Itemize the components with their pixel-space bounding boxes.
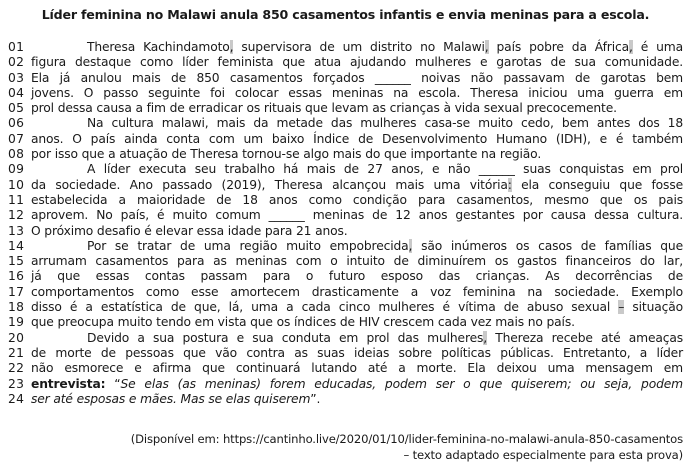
- line-number: 17: [8, 284, 25, 299]
- text-run: A líder executa seu trabalho há mais de 27 anos, e não ______ suas conquistas em prol: [87, 162, 683, 177]
- text-line: [8, 377, 683, 392]
- text-run: ”.: [310, 391, 321, 406]
- text-run: entrevista:: [31, 376, 106, 391]
- line-text: [31, 116, 683, 131]
- text-line: [8, 162, 683, 177]
- text-run: que preocupa muito tendo em vista que os índices de HIV crescem cada vez mais no país.: [31, 315, 575, 330]
- line-text: [31, 392, 683, 407]
- line-text: [31, 269, 683, 284]
- highlighted-punctuation: ,: [628, 40, 633, 54]
- text-run: Ela já anulou mais de 850 casamentos forçados ______ noivas não passavam de garotas bem: [31, 70, 683, 85]
- text-run: O próximo desafio é elevar essa idade para 21 anos.: [31, 223, 348, 238]
- line-text: [31, 40, 683, 55]
- text-line: [8, 55, 683, 70]
- highlighted-punctuation: ,: [484, 40, 489, 54]
- text-run: situação: [624, 300, 683, 315]
- text-line: [8, 224, 683, 239]
- line-number: 01: [8, 40, 25, 54]
- text-lines: [0, 40, 691, 407]
- line-number: 19: [8, 315, 25, 330]
- text-line: [8, 86, 683, 101]
- line-text: [31, 377, 683, 392]
- line-text: [31, 285, 683, 300]
- line-text: [31, 193, 683, 208]
- line-text: [31, 71, 683, 86]
- highlighted-punctuation: ,: [229, 40, 234, 54]
- text-run: é uma: [632, 40, 683, 54]
- line-text: [31, 254, 683, 269]
- text-line: [8, 147, 683, 162]
- line-number: 24: [8, 391, 25, 406]
- line-number: 09: [8, 162, 25, 177]
- text-run: Se elas (as meninas) forem educadas, podem ser o que quiserem; ou seja, podem: [120, 376, 683, 391]
- text-run: ser até esposas e mães. Mas se elas quiserem: [31, 391, 311, 406]
- line-number: 04: [8, 85, 25, 100]
- text-line: [8, 269, 683, 284]
- text-line: [8, 193, 683, 208]
- text-line: [8, 346, 683, 361]
- text-line: [8, 239, 683, 254]
- highlighted-punctuation: ,: [408, 238, 413, 253]
- line-text: [31, 147, 683, 162]
- line-number: 12: [8, 208, 25, 223]
- text-line: [8, 315, 683, 330]
- text-line: [8, 285, 683, 300]
- line-number: 15: [8, 254, 25, 269]
- text-run: Na cultura malawi, mais da metade das mulheres casa-se muito cedo, bem antes dos 18: [87, 116, 683, 131]
- source-reference: [0, 432, 691, 463]
- line-number: 23: [8, 376, 25, 391]
- text-run: Thereza recebe até ameaças: [487, 330, 683, 345]
- line-number: 07: [8, 131, 25, 146]
- text-run: comportamentos como esse amortecem drasticamente a voz feminina na sociedade. Exemplo: [31, 284, 683, 299]
- text-run: já que essas contas passam para o futuro esposo das crianças. As decorrências de: [31, 269, 683, 284]
- text-line: [8, 392, 683, 407]
- highlighted-punctuation: :: [507, 177, 512, 192]
- line-number: 03: [8, 70, 25, 85]
- text-line: [8, 178, 683, 193]
- text-line: [8, 361, 683, 376]
- text-run: são inúmeros os casos de famílias que: [412, 238, 683, 253]
- text-run: de morte de pessoas que vão contra as suas ideias sobre políticas públicas. Entretanto, a líder: [31, 345, 683, 360]
- line-number: 10: [8, 177, 25, 192]
- text-line: [8, 300, 683, 315]
- text-run: jovens. O passo seguinte foi colocar essas meninas na escola. Theresa iniciou uma guerra em: [31, 85, 683, 100]
- text-line: [8, 101, 683, 116]
- line-number: 18: [8, 300, 25, 315]
- text-line: [8, 40, 683, 55]
- line-text: [31, 315, 683, 330]
- line-text: [31, 162, 683, 177]
- text-run: arrumam casamentos para as meninas com o intuito de diminuírem os gastos financeiros do lar,: [31, 254, 683, 269]
- line-number: 05: [8, 101, 25, 116]
- line-text: [31, 224, 683, 239]
- line-text: [31, 346, 683, 361]
- line-number: 11: [8, 192, 25, 207]
- text-run: da sociedade. Ano passado (2019), Theresa alcançou mais uma vitória: [31, 177, 508, 192]
- text-run: Theresa Kachindamoto: [87, 40, 230, 54]
- text-run: não esmorece e afirma que continuará lutando até a morte. Ela deixou uma mensagem em: [31, 361, 683, 376]
- text-line: [8, 254, 683, 269]
- text-line: [8, 71, 683, 86]
- line-text: [31, 101, 683, 116]
- text-run: estabelecida a maioridade de 18 anos como condição para casamentos, mesmo que os pais: [31, 192, 683, 207]
- line-text: [31, 178, 683, 193]
- text-run: figura destaque como líder feminista que atua ajudando mulheres e garotas de sua comunidade.: [31, 55, 683, 70]
- line-text: [31, 361, 683, 376]
- line-text: [31, 208, 683, 223]
- page-title: Líder feminina no Malawi anula 850 casamentos infantis e envia meninas para a escola.: [41, 7, 650, 22]
- text-line: [8, 331, 683, 346]
- text-run: disso é a estatística de que, lá, uma a cada cinco mulheres é vítima de abuso sexual: [31, 300, 619, 315]
- text-line: [8, 208, 683, 223]
- text-run: supervisora de um distrito no Malawi: [233, 40, 485, 54]
- text-run: prol dessa causa a fim de erradicar os rituais que levam as crianças à vida sexual precocemente.: [31, 101, 617, 116]
- line-text: [31, 239, 683, 254]
- line-number: 02: [8, 55, 25, 70]
- line-number: 13: [8, 223, 25, 238]
- text-run: por isso que a atuação de Theresa tornou-se algo mais do que importante na região.: [31, 147, 542, 162]
- line-number: 08: [8, 147, 25, 162]
- line-text: [31, 331, 683, 346]
- line-text: [31, 132, 683, 147]
- text-run: Devido a sua postura e sua conduta em prol das mulheres: [87, 330, 484, 345]
- line-number: 14: [8, 238, 25, 253]
- text-run: ela conseguiu que fosse: [511, 177, 683, 192]
- text-run: aprovem. No país, é muito comum ______ meninas de 12 anos gestantes por causa dessa cultura.: [31, 208, 683, 223]
- highlighted-punctuation: –: [618, 300, 625, 315]
- text-run: anos. O país ainda conta com um baixo Índice de Desenvolvimento Humano (IDH), e é também: [31, 131, 683, 146]
- text-line: [8, 132, 683, 147]
- line-number: 06: [8, 116, 25, 131]
- text-line: [8, 116, 683, 131]
- source-url-line: (Disponível em: https://cantinho.live/2020/01/10/lider-feminina-no-malawi-anula-850-casamentos: [130, 432, 683, 447]
- line-number: 22: [8, 361, 25, 376]
- line-number: 21: [8, 345, 25, 360]
- text-run: Por se tratar de uma região muito empobrecida: [87, 238, 409, 253]
- highlighted-punctuation: ,: [483, 330, 488, 345]
- line-text: [31, 55, 683, 70]
- text-run: país pobre da África: [488, 40, 629, 54]
- line-number: 16: [8, 269, 25, 284]
- line-text: [31, 86, 683, 101]
- source-note-line: – texto adaptado especialmente para esta prova): [403, 447, 683, 462]
- line-number: 20: [8, 330, 25, 345]
- text-run: “: [105, 376, 121, 391]
- line-text: [31, 300, 683, 315]
